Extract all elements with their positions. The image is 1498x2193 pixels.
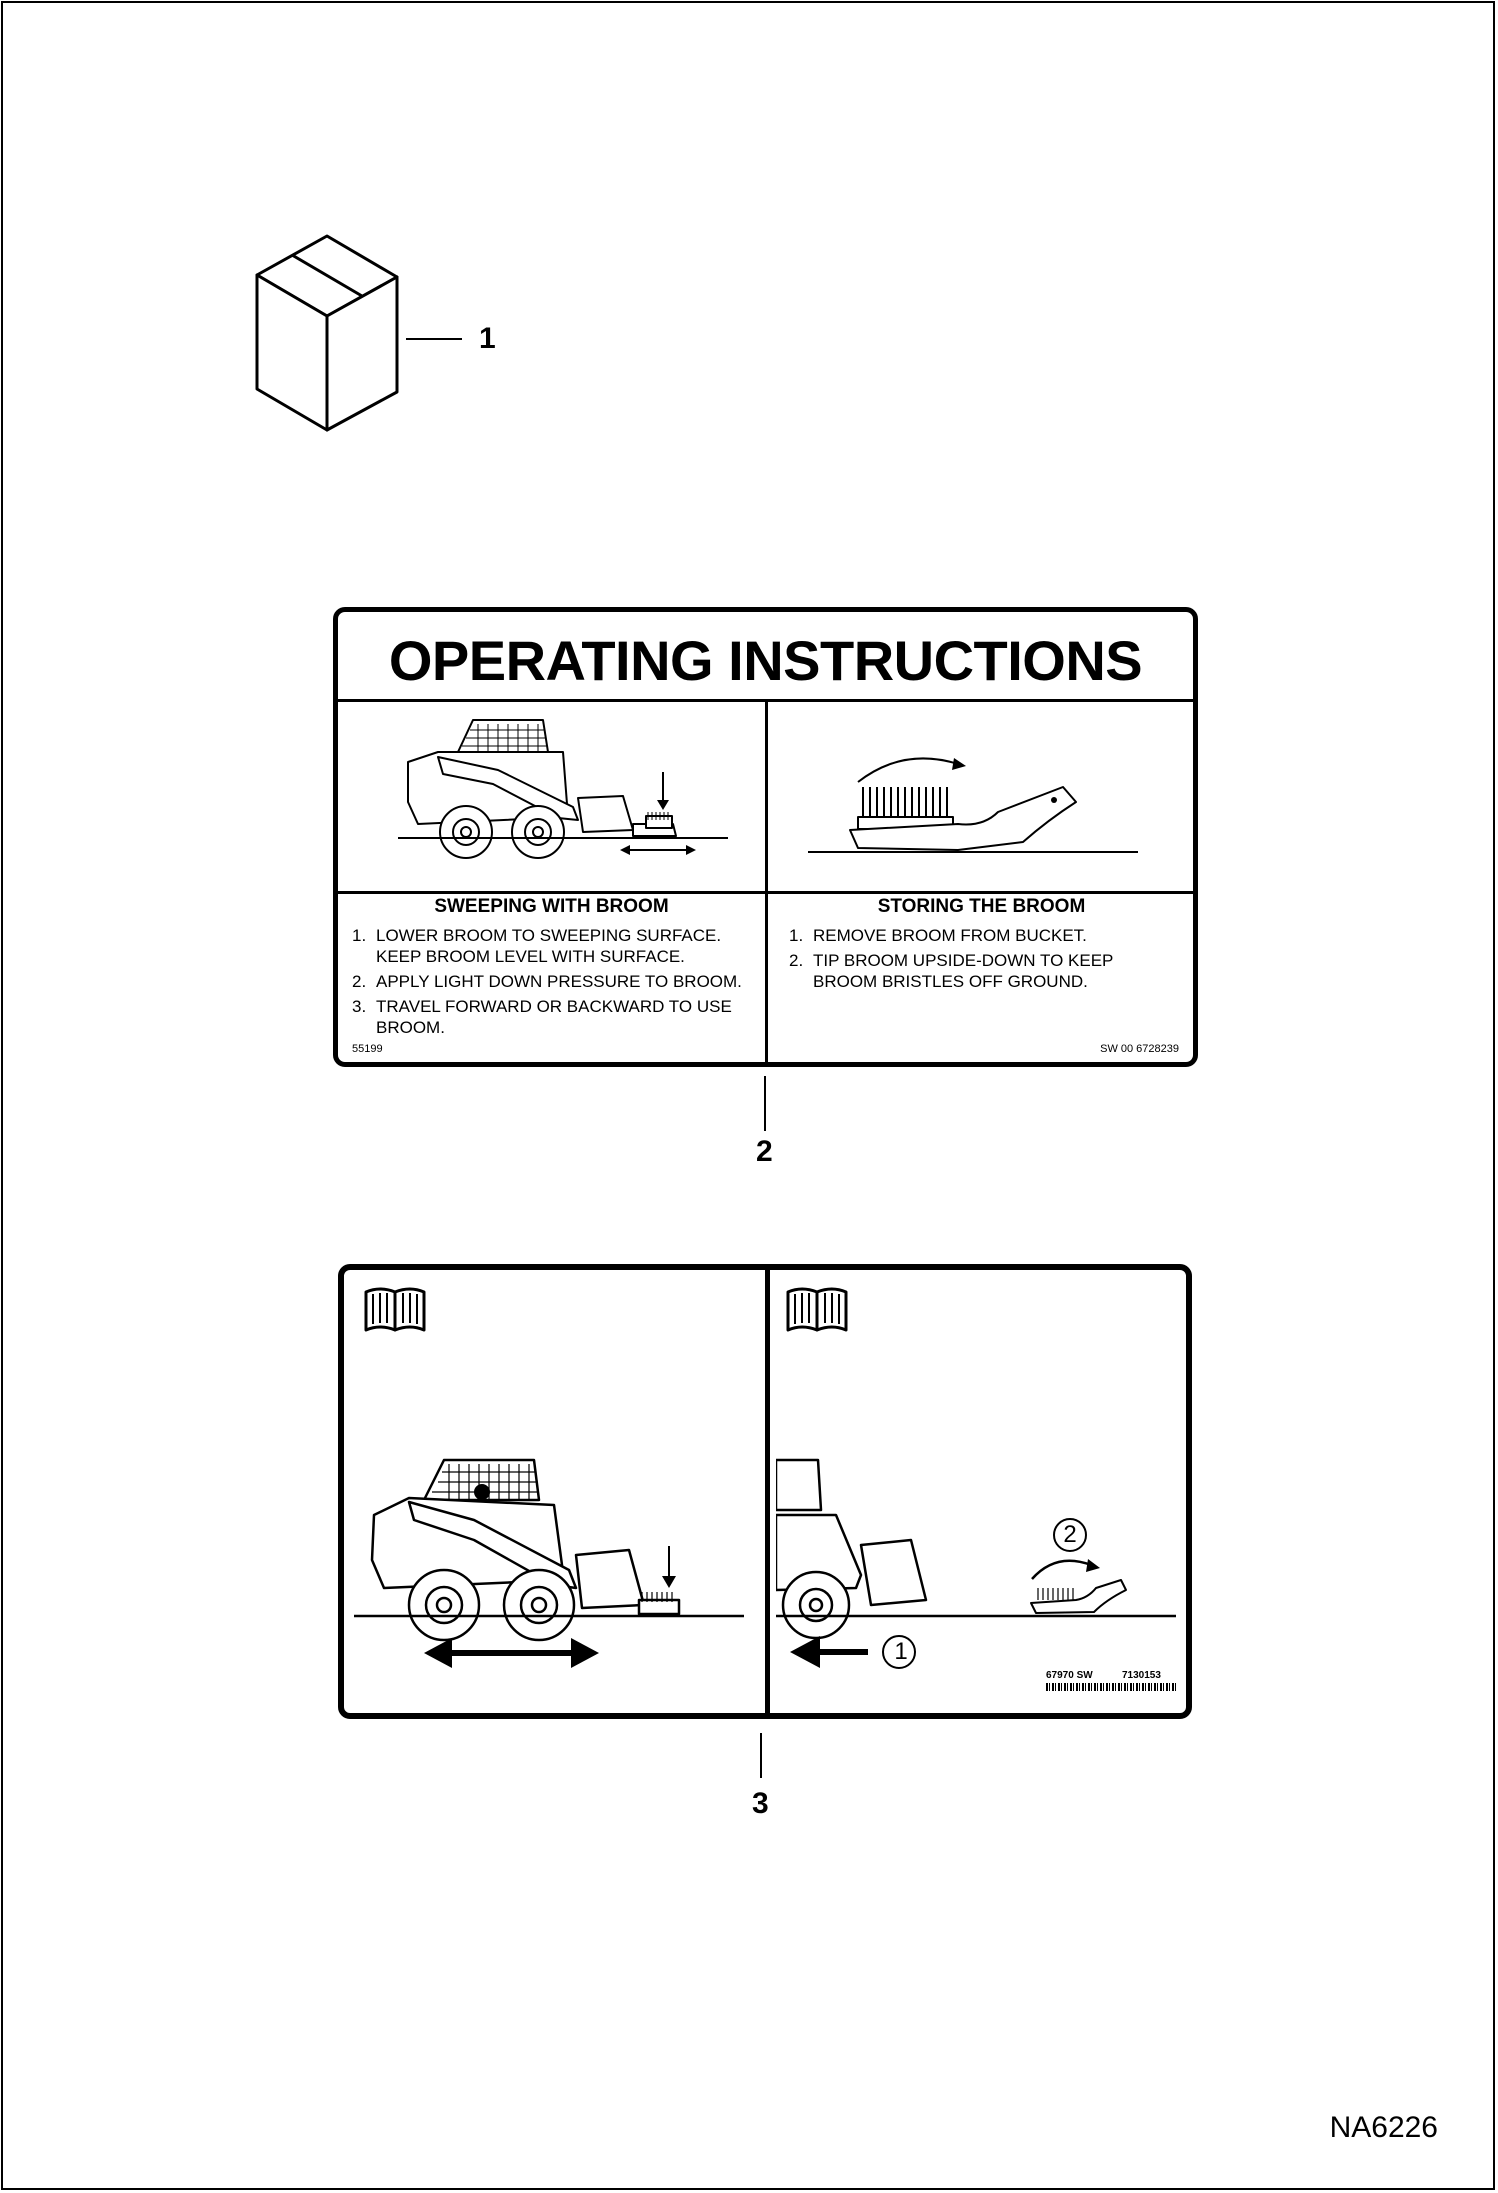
list-item — [352, 971, 752, 992]
list-item — [789, 950, 1149, 992]
callout-2: 2 — [756, 1135, 773, 1168]
operating-instructions-decal — [333, 607, 1198, 1067]
step-number: 1. — [789, 926, 804, 945]
callout-1: 1 — [479, 322, 496, 355]
step-marker-2: 2 — [1063, 1521, 1077, 1548]
manual-book-icon — [362, 1284, 428, 1336]
list-item — [789, 925, 1149, 946]
broom-storing-illustration — [808, 742, 1148, 872]
drawing-number: NA6226 — [1329, 2111, 1438, 2144]
decal-code-right: SW 00 6728239 — [1100, 1043, 1179, 1055]
step-number: 1. — [352, 926, 367, 945]
step-text: APPLY LIGHT DOWN PRESSURE TO BROOM. — [376, 972, 742, 991]
panel-separator — [765, 1270, 770, 1713]
step-number: 2. — [789, 951, 804, 970]
page-frame — [1, 1, 1495, 2190]
step-text: TIP BROOM UPSIDE-DOWN TO KEEP BROOM BRISTLES OFF GROUND. — [813, 951, 1114, 991]
sweeping-steps — [352, 925, 752, 1042]
storing-steps — [789, 925, 1149, 996]
step-number: 3. — [352, 997, 367, 1016]
step-text: TRAVEL FORWARD OR BACKWARD TO USE BROOM. — [376, 997, 732, 1037]
column-separator — [765, 699, 768, 1062]
loader-sweeping-pictogram — [354, 1420, 754, 1680]
decal-code-left: 67970 SW — [1046, 1670, 1093, 1681]
decal-title: OPERATING INSTRUCTIONS — [388, 629, 1143, 692]
kit-box-icon — [250, 232, 400, 437]
step-marker-1: 1 — [894, 1638, 908, 1665]
leader-line-2 — [764, 1076, 766, 1131]
storing-heading: STORING THE BROOM — [877, 896, 1086, 917]
step-text: REMOVE BROOM FROM BUCKET. — [813, 926, 1087, 945]
list-item — [352, 925, 752, 967]
step-number: 2. — [352, 972, 367, 991]
callout-3: 3 — [752, 1787, 769, 1820]
leader-line-3 — [760, 1733, 762, 1778]
sweeping-heading: SWEEPING WITH BROOM — [434, 896, 669, 917]
decal-code-left: 55199 — [352, 1043, 383, 1055]
decal-code-right: 7130153 — [1122, 1670, 1161, 1681]
leader-line-1 — [406, 338, 462, 340]
step-text: LOWER BROOM TO SWEEPING SURFACE. KEEP BROOM LEVEL WITH SURFACE. — [376, 926, 722, 966]
list-item — [352, 996, 752, 1038]
manual-book-icon — [784, 1284, 850, 1336]
pictorial-decal — [338, 1264, 1192, 1719]
barcode — [1046, 1683, 1176, 1691]
broom-storing-pictogram — [776, 1420, 1186, 1680]
loader-sweeping-illustration — [398, 712, 738, 887]
